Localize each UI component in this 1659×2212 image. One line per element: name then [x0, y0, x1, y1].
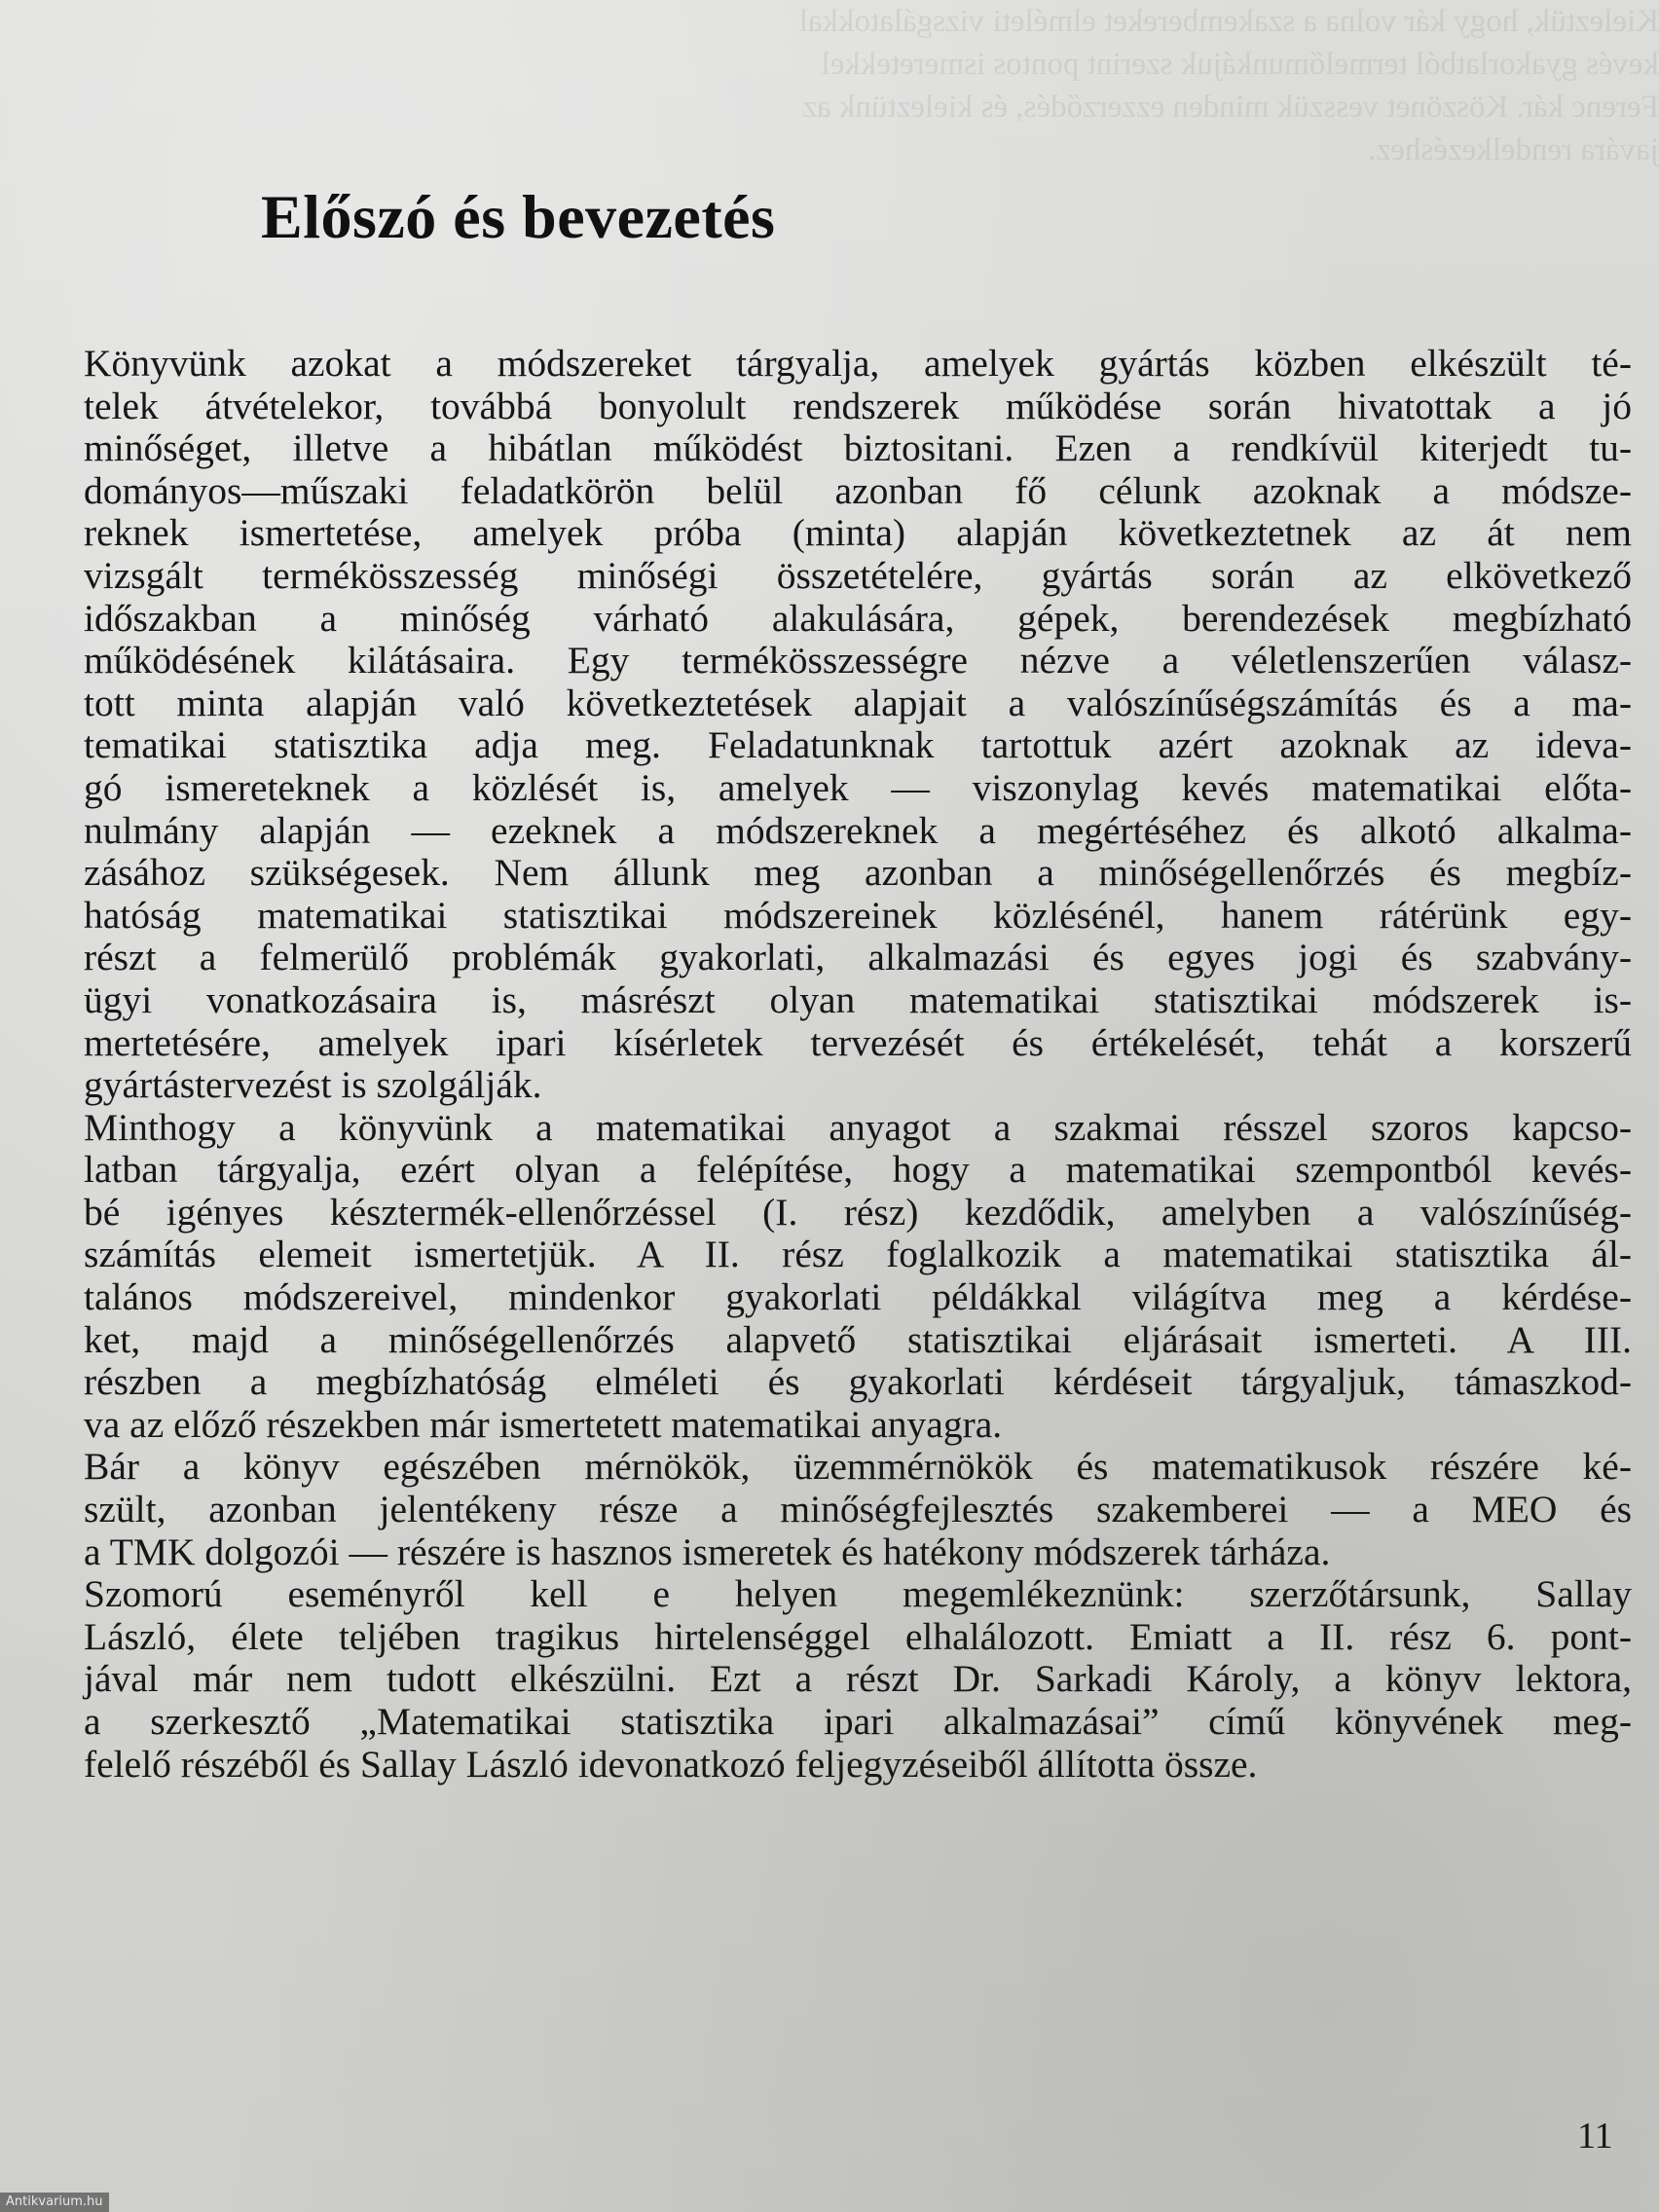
- watermark-label: Antikvarium.hu: [0, 2193, 109, 2212]
- bleed-line: Kieleztük, hogy kár volna a szakembereket elméleti vizsgálatokkal: [798, 4, 1659, 39]
- text-line: szült, azonban jelentékeny része a minőségfejlesztés szakemberei — a MEO és: [84, 1488, 1632, 1531]
- text-line: hatóság matematikai statisztikai módszereinek közlésénél, hanem rátérünk egy-: [84, 893, 1632, 937]
- text-line: működésének kilátásaira. Egy termékösszességre nézve a véletlenszerűen válasz-: [84, 639, 1632, 682]
- text-line: a TMK dolgozói — részére is hasznos ismeretek és hatékony módszerek tárháza.: [84, 1530, 1331, 1573]
- text-line: tematikai statisztika adja meg. Feladatunknak tartottuk azért azoknak az ideva-: [84, 723, 1632, 767]
- text-line: jával már nem tudott elkészülni. Ezt a részt Dr. Sarkadi Károly, a könyv lektora,: [84, 1657, 1632, 1701]
- paragraph: [84, 1446, 1632, 1573]
- text-line: Minthogy a könyvünk a matematikai anyagot a szakmai résszel szoros kapcso-: [84, 1105, 1632, 1149]
- text-line: részt a felmerülő problémák gyakorlati, alkalmazási és egyes jogi és szabvány-: [84, 936, 1632, 979]
- text-line: Szomorú eseményről kell e helyen megemlékeznünk: szerzőtársunk, Sallay: [84, 1572, 1632, 1616]
- text-line: számítás elemeit ismertetjük. A II. rész foglalkozik a matematikai statisztika ál-: [84, 1233, 1632, 1276]
- bleed-line: Ferenc kár. Köszönet vesszük minden ezzerződés, és kieleztünk az: [802, 90, 1659, 125]
- text-line: ügyi vonatkozásaira is, másrészt olyan matematikai statisztikai módszerek is-: [84, 977, 1632, 1021]
- text-line: nulmány alapján — ezeknek a módszereknek a megértéséhez és alkotó alkalma-: [84, 808, 1632, 852]
- text-line: bé igényes késztermék-ellenőrzéssel (I. rész) kezdődik, amelyben a valószínűség-: [84, 1190, 1632, 1234]
- text-line: ket, majd a minőségellenőrzés alapvető statisztikai eljárásait ismerteti. A III.: [84, 1317, 1632, 1361]
- text-line: latban tárgyalja, ezért olyan a felépítése, hogy a matematikai szempontból kevés-: [84, 1148, 1632, 1192]
- page-title: Előszó és bevezetés: [261, 182, 776, 251]
- text-line: va az előző részekben már ismertetett matematikai anyagra.: [84, 1402, 1003, 1446]
- paragraph: [84, 1107, 1632, 1447]
- text-line: tott minta alapján való következtetések alapjait a valószínűségszámítás és a ma-: [84, 681, 1632, 724]
- paragraph: [84, 1573, 1632, 1786]
- text-line: részben a megbízhatóság elméleti és gyakorlati kérdéseit tárgyaljuk, támaszkod-: [84, 1360, 1632, 1404]
- text-line: időszakban a minőség várható alakulására, gépek, berendezések megbízható: [84, 596, 1632, 640]
- text-line: talános módszereivel, mindenkor gyakorlati példákkal világítva meg a kérdése-: [84, 1275, 1632, 1319]
- bleed-through-text: [798, 0, 1659, 214]
- paragraph: [84, 343, 1632, 1107]
- text-line: Könyvünk azokat a módszereket tárgyalja, amelyek gyártás közben elkészült té-: [84, 342, 1632, 385]
- page-number: 11: [1577, 2116, 1613, 2157]
- text-line: a szerkesztő „Matematikai statisztika ipari alkalmazásai” című könyvének meg-: [84, 1700, 1632, 1743]
- text-line: dományos—műszaki feladatkörön belül azonban fő célunk azoknak a módsze-: [84, 468, 1632, 512]
- bleed-line: kevés gyakorlatból termelőmunkájuk szerint pontos ismeretekkel: [821, 47, 1659, 82]
- text-line: mertetésére, amelyek ipari kísérletek tervezését és értékelését, tehát a korszerű: [84, 1020, 1632, 1064]
- text-line: zásához szükségesek. Nem állunk meg azonban a minőségellenőrzés és megbíz-: [84, 851, 1632, 895]
- text-line: minőséget, illetve a hibátlan működést biztositani. Ezen a rendkívül kiterjedt tu-: [84, 426, 1632, 470]
- text-line: reknek ismertetése, amelyek próba (minta) alapján következtetnek az át nem: [84, 511, 1632, 555]
- text-line: gó ismereteknek a közlését is, amelyek — viszonylag kevés matematikai előta-: [84, 765, 1632, 809]
- text-line: telek átvételekor, továbbá bonyolult rendszerek működése során hivatottak a jó: [84, 384, 1632, 427]
- body-text: [84, 343, 1632, 1786]
- text-line: László, élete teljében tragikus hirtelenséggel elhalálozott. Emiatt a II. rész 6. pont-: [84, 1614, 1632, 1658]
- text-line: vizsgált termékösszesség minőségi összetételére, gyártás során az elkövetkező: [84, 553, 1632, 597]
- bleed-line: javára rendelkezéshez.: [1368, 132, 1659, 167]
- text-line: felelő részéből és Sallay László idevonatkozó feljegyzéseiből állította össze.: [84, 1742, 1258, 1786]
- text-line: gyártástervezést is szolgálják.: [84, 1063, 542, 1107]
- text-line: Bár a könyv egészében mérnökök, üzemmérnökök és matematikusok részére ké-: [84, 1445, 1632, 1489]
